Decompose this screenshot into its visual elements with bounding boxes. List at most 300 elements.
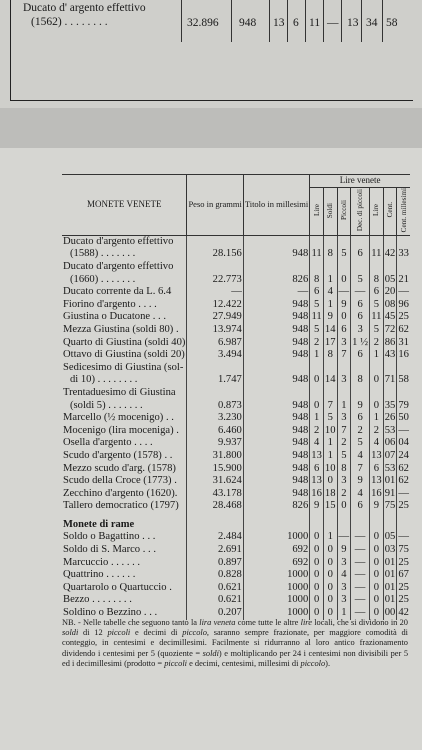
coin-name: di 10) . . . . . . . .	[70, 374, 138, 386]
header-lire-venete: Lire venete	[310, 175, 410, 188]
cell-titolo: 948	[243, 374, 309, 387]
cell-soldi: 1	[323, 450, 337, 463]
cell-piccoli: 6	[337, 324, 351, 337]
table-row	[62, 569, 410, 582]
cell-lire: 9	[310, 500, 324, 513]
coin-name: Sedicesimo di Giustina (sol-	[63, 361, 184, 373]
cell-soldi: 8	[323, 349, 337, 362]
table-row	[62, 582, 410, 595]
cell-lire: 0	[310, 531, 324, 544]
cell-titolo: 826	[243, 274, 309, 287]
cell-lire2: 0	[370, 531, 384, 544]
cell-soldi: 10	[324, 462, 336, 474]
cell-mill: 25	[398, 581, 409, 593]
cell-lire2: 6	[370, 463, 384, 476]
cell-cent: 42	[384, 248, 396, 260]
cell-soldi: 0	[323, 582, 337, 595]
cell-lire2: 4	[370, 437, 384, 450]
cell-mill: 33	[398, 248, 409, 260]
header-coins: MONETE VENETE	[62, 175, 187, 236]
top-val-piccoli: 11	[309, 17, 321, 29]
cell-dec: 1 ½	[352, 336, 369, 348]
cell-dec: —	[351, 531, 370, 544]
cell-cent: 03	[384, 544, 396, 556]
cell-cent: 01	[384, 594, 396, 606]
table-row	[62, 274, 410, 287]
previous-table-fragment	[10, 0, 413, 101]
coin-name: Ducato d'argento effettivo	[63, 235, 174, 247]
header-weight: Peso in grammi	[187, 175, 243, 236]
cell-cent: 01	[384, 556, 396, 568]
coin-name: Fiorino d'argento . . . .	[63, 298, 157, 310]
cell-peso: 0.828	[187, 569, 243, 582]
coin-name: (1588) . . . . . . .	[70, 248, 136, 260]
cell-soldi: 4	[323, 286, 337, 299]
top-val-titolo: 948	[239, 17, 257, 29]
cell-peso: 31.624	[187, 475, 243, 488]
cell-dec: —	[351, 594, 370, 607]
coin-name: Ottavo di Giustina (soldi 20)	[63, 349, 185, 361]
cell-peso: 1.747	[187, 374, 243, 387]
cell-cent: 00	[384, 607, 396, 619]
cell-lire: 0	[310, 582, 324, 595]
section-copper-title: Monete di rame	[63, 518, 135, 530]
cell-peso: 9.937	[187, 437, 243, 450]
cell-lire: 11	[311, 248, 322, 260]
table-row	[62, 349, 410, 362]
cell-soldi: 14	[324, 374, 336, 386]
table-row	[62, 235, 410, 248]
cell-lire: 2	[310, 425, 324, 438]
cell-piccoli: 8	[337, 463, 351, 476]
cell-lire2: 0	[370, 569, 384, 582]
cell-peso: 2.691	[187, 544, 243, 557]
cell-mill: 16	[398, 349, 409, 361]
cell-cent: 08	[384, 298, 396, 310]
coin-table	[62, 174, 410, 620]
table-row	[62, 425, 410, 438]
table-row	[62, 374, 410, 387]
cell-cent: 86	[384, 336, 396, 348]
cell-lire: 4	[310, 437, 324, 450]
cell-peso: —	[187, 286, 243, 299]
cell-lire: 2	[310, 337, 324, 350]
table-row	[62, 594, 410, 607]
cell-soldi: 0	[323, 544, 337, 557]
coin-name: Soldino o Bezzino . . .	[63, 607, 158, 619]
cell-peso: 0.621	[187, 594, 243, 607]
cell-cent: 05	[384, 531, 396, 543]
cell-mill: 67	[398, 569, 409, 581]
cell-lire2: 8	[370, 274, 384, 287]
cell-lire: 13	[311, 475, 322, 487]
cell-soldi: 7	[323, 400, 337, 413]
cell-titolo: 692	[243, 557, 309, 570]
cell-peso: 12.422	[187, 299, 243, 312]
cell-cent: 26	[384, 412, 396, 424]
cell-lire: 1	[310, 412, 324, 425]
cell-piccoli: 2	[337, 488, 351, 501]
cell-lire: 16	[311, 487, 322, 499]
cell-lire: 5	[310, 324, 324, 337]
cell-lire: 0	[310, 400, 324, 413]
subheader-piccoli: Piccoli	[339, 200, 348, 221]
table-row	[62, 387, 410, 400]
cell-soldi: 0	[323, 475, 337, 488]
cell-lire2: 5	[370, 324, 384, 337]
cell-soldi: 9	[323, 311, 337, 324]
cell-cent: 53	[384, 462, 396, 474]
cell-peso: 0.897	[187, 557, 243, 570]
table-row	[62, 299, 410, 312]
cell-soldi: 1	[323, 299, 337, 312]
cell-piccoli: 3	[337, 594, 351, 607]
cell-cent: 01	[384, 569, 396, 581]
coin-name: Trentaduesimo di Giustina	[63, 386, 176, 398]
cell-lire2: 0	[370, 594, 384, 607]
cell-lire2: 13	[371, 475, 382, 487]
cell-dec: —	[351, 607, 370, 620]
cell-lire: 0	[310, 607, 324, 620]
coin-name: Tallero democratico (1797)	[63, 500, 179, 512]
cell-piccoli: 9	[337, 544, 351, 557]
cell-soldi: 1	[323, 437, 337, 450]
cell-cent: 35	[384, 399, 396, 411]
table-row	[62, 412, 410, 425]
cell-mill: 25	[398, 594, 409, 606]
cell-piccoli: 0	[337, 500, 351, 513]
cell-lire: 8	[310, 274, 324, 287]
cell-dec: —	[351, 569, 370, 582]
top-row-label-1: Ducato d' argento effettivo	[23, 2, 146, 14]
cell-mill: 24	[398, 449, 409, 461]
table-row	[62, 557, 410, 570]
page-gap	[0, 108, 422, 148]
table-row	[62, 531, 410, 544]
cell-lire2: 13	[371, 449, 382, 461]
cell-cent: 01	[384, 475, 396, 487]
coin-name: Mezzo scudo d'arg. (1578)	[63, 462, 176, 474]
cell-mill: 62	[398, 475, 409, 487]
cell-peso: 15.900	[187, 463, 243, 476]
cell-mill: 25	[398, 311, 409, 323]
cell-titolo: 1000	[243, 594, 309, 607]
cell-lire: 5	[310, 299, 324, 312]
table-row	[62, 311, 410, 324]
cell-lire: 0	[310, 374, 324, 387]
cell-dec: 9	[351, 400, 370, 413]
cell-piccoli: 5	[337, 248, 351, 261]
copper-coin-rows	[62, 531, 410, 619]
top-val-dec: —	[327, 17, 339, 29]
coin-name: Soldo di S. Marco . . .	[63, 544, 156, 556]
coin-name: Scudo d'argento (1578) . .	[63, 449, 173, 461]
cell-piccoli: —	[338, 531, 350, 543]
coin-name: Osella d'argento . . . .	[63, 437, 153, 449]
table-row	[62, 337, 410, 350]
subheader-dec-piccoli: Dec. di piccoli	[356, 189, 365, 232]
cell-lire: 6	[310, 463, 324, 476]
coin-name: Quattrino . . . . . .	[63, 569, 136, 581]
cell-mill: 62	[398, 323, 409, 335]
cell-lire2: 0	[370, 557, 384, 570]
cell-peso: 31.800	[187, 450, 243, 463]
cell-mill: 25	[398, 500, 409, 512]
table-row	[62, 500, 410, 513]
cell-dec: 6	[351, 412, 370, 425]
cell-soldi: 1	[323, 531, 337, 544]
top-val-mill: 58	[386, 17, 398, 29]
cell-titolo: 948	[243, 337, 309, 350]
table-row	[62, 488, 410, 501]
cell-cent: 07	[384, 449, 396, 461]
cell-titolo: 1000	[243, 531, 309, 544]
top-val-soldi: 6	[293, 17, 299, 29]
cell-piccoli: 9	[337, 299, 351, 312]
cell-piccoli: 1	[337, 607, 351, 620]
cell-dec: 6	[351, 299, 370, 312]
cell-lire: 0	[310, 557, 324, 570]
cell-soldi: 0	[323, 569, 337, 582]
cell-peso: 28.156	[187, 248, 243, 261]
table-row	[62, 437, 410, 450]
cell-soldi: 15	[324, 500, 336, 512]
cell-lire2: 0	[370, 607, 384, 620]
cell-peso: 0.621	[187, 582, 243, 595]
cell-cent: 91	[384, 487, 396, 499]
cell-peso: 13.974	[187, 324, 243, 337]
cell-dec: 8	[351, 374, 370, 387]
cell-lire2: 2	[370, 337, 384, 350]
cell-titolo: 948	[243, 400, 309, 413]
cell-titolo: —	[243, 286, 309, 299]
cell-mill: —	[398, 424, 409, 436]
cell-cent: 43	[384, 349, 396, 361]
cell-peso: 27.949	[187, 311, 243, 324]
cell-piccoli: 3	[337, 412, 351, 425]
cell-dec: 6	[351, 248, 370, 261]
coin-name: Giustina o Ducatone . . .	[63, 311, 166, 323]
cell-titolo: 948	[243, 437, 309, 450]
cell-lire: 0	[310, 544, 324, 557]
cell-titolo: 948	[243, 311, 309, 324]
top-row-label-2: (1562) . . . . . . . .	[31, 16, 108, 28]
cell-mill: 50	[398, 412, 409, 424]
cell-soldi: 10	[324, 424, 336, 436]
footnote: NB. - Nelle tabelle che seguono tanto la lira veneta come tutte le altre lire locali, che si dividono in 20 soldi di 12 piccoli e decimi di piccolo, saranno sempre frazionate, per maggiore comodità di conteggio, in centesimi e decimillesimi. Facilmente si ridurranno al loro antico frazionamento dividendo i centesimi per 5 (quoziente = soldi) e moltiplicando per 24 i centesimi non divisibili per 5 ed i decimillesimi (prodotto = piccoli e decimi, centesimi, millesimi di piccolo).	[62, 618, 409, 668]
cell-peso: 28.468	[187, 500, 243, 513]
cell-soldi: 5	[323, 412, 337, 425]
cell-lire: 0	[310, 569, 324, 582]
cell-lire2: 1	[370, 412, 384, 425]
cell-titolo: 948	[243, 412, 309, 425]
cell-piccoli: 3	[337, 582, 351, 595]
cell-dec: —	[351, 544, 370, 557]
cell-piccoli: 3	[337, 557, 351, 570]
cell-mill: 21	[398, 273, 409, 285]
cell-lire2: 1	[370, 349, 384, 362]
table-row	[62, 248, 410, 261]
cell-mill: 31	[398, 336, 409, 348]
cell-soldi: 0	[323, 557, 337, 570]
cell-cent: 53	[384, 424, 396, 436]
cell-titolo: 1000	[243, 582, 309, 595]
coin-name: Quarto di Giustina (soldi 40)	[63, 336, 186, 348]
cell-soldi: 17	[324, 336, 336, 348]
cell-dec: 4	[351, 488, 370, 501]
cell-soldi: 0	[323, 607, 337, 620]
cell-lire2: 2	[370, 425, 384, 438]
cell-cent: 75	[384, 500, 396, 512]
cell-mill: 62	[398, 462, 409, 474]
cell-piccoli: 7	[337, 425, 351, 438]
table-row	[62, 261, 410, 274]
cell-peso: 22.773	[187, 274, 243, 287]
table-row	[62, 324, 410, 337]
cell-soldi: 14	[324, 323, 336, 335]
cell-piccoli: —	[338, 286, 350, 298]
cell-piccoli: 5	[337, 450, 351, 463]
cell-dec: 9	[351, 475, 370, 488]
coin-name: Bezzo . . . . . . . .	[63, 594, 132, 606]
subheader-soldi: Soldi	[326, 202, 335, 218]
cell-mill: 42	[398, 607, 409, 619]
subheader-cent-mill: Cent. millesimi	[399, 188, 408, 233]
cell-cent: 71	[384, 374, 396, 386]
cell-lire2: 0	[370, 400, 384, 413]
cell-cent: 72	[384, 323, 396, 335]
table-row	[62, 544, 410, 557]
cell-titolo: 948	[243, 248, 309, 261]
cell-cent: 06	[384, 437, 396, 449]
cell-soldi: 0	[323, 594, 337, 607]
cell-dec: 6	[351, 311, 370, 324]
cell-mill: 79	[398, 399, 409, 411]
cell-mill: 75	[398, 544, 409, 556]
cell-peso: 6.460	[187, 425, 243, 438]
top-val-lire2: 13	[347, 17, 359, 29]
cell-cent: 20	[384, 286, 396, 298]
cell-mill: 04	[398, 437, 409, 449]
coin-name: Mezza Giustina (soldi 80) .	[63, 323, 179, 335]
coin-name: Ducato d'argento effettivo	[63, 261, 174, 273]
cell-titolo: 948	[243, 450, 309, 463]
cell-lire2: 9	[370, 500, 384, 513]
cell-lire: 13	[311, 449, 322, 461]
cell-dec: 5	[351, 274, 370, 287]
cell-lire2: 0	[370, 544, 384, 557]
table-row	[62, 286, 410, 299]
cell-dec: 3	[351, 324, 370, 337]
cell-cent: 01	[384, 581, 396, 593]
coin-name: (1660) . . . . . . .	[70, 273, 136, 285]
cell-lire2: 6	[370, 286, 384, 299]
cell-piccoli: 7	[337, 349, 351, 362]
coin-name: Soldo o Bagattino . . .	[63, 531, 156, 543]
cell-piccoli: 3	[337, 337, 351, 350]
cell-mill: —	[398, 531, 409, 543]
cell-titolo: 948	[243, 425, 309, 438]
cell-dec: 5	[351, 437, 370, 450]
cell-titolo: 948	[243, 299, 309, 312]
cell-dec: —	[351, 286, 370, 299]
coin-name: Marcuccio . . . . . .	[63, 556, 141, 568]
cell-lire2: 5	[370, 299, 384, 312]
cell-piccoli: 0	[337, 311, 351, 324]
cell-cent: 45	[384, 311, 396, 323]
cell-peso: 43.178	[187, 488, 243, 501]
subheader-cent: Cent.	[386, 202, 394, 218]
cell-dec: —	[351, 557, 370, 570]
cell-dec: 4	[351, 450, 370, 463]
coin-name: Ducato corrente da L. 6.4	[63, 286, 172, 298]
coin-name: Mocenigo (lira moceniga) .	[63, 424, 179, 436]
cell-titolo: 1000	[243, 607, 309, 620]
cell-dec: —	[351, 582, 370, 595]
cell-mill: 25	[398, 556, 409, 568]
cell-lire2: 0	[370, 582, 384, 595]
cell-titolo: 948	[243, 475, 309, 488]
table-row	[62, 400, 410, 413]
cell-mill: 58	[398, 374, 409, 386]
top-val-cent: 34	[366, 17, 378, 29]
cell-lire: 6	[310, 286, 324, 299]
coin-name: Scudo della Croce (1773) .	[63, 475, 177, 487]
cell-lire: 1	[310, 349, 324, 362]
table-row	[62, 362, 410, 375]
cell-lire: 11	[311, 311, 322, 323]
previous-page-fragment	[0, 0, 422, 108]
subheader-lire: Lire	[312, 204, 321, 217]
table-row	[62, 463, 410, 476]
section-copper	[62, 513, 410, 532]
cell-titolo: 692	[243, 544, 309, 557]
cell-piccoli: 0	[337, 274, 351, 287]
cell-dec: 7	[351, 463, 370, 476]
cell-mill: —	[398, 487, 409, 499]
cell-mill: —	[398, 286, 409, 298]
cell-titolo: 948	[243, 349, 309, 362]
cell-peso: 3.494	[187, 349, 243, 362]
cell-titolo: 1000	[243, 569, 309, 582]
cell-peso: 3.230	[187, 412, 243, 425]
cell-piccoli: 3	[337, 475, 351, 488]
cell-titolo: 948	[243, 324, 309, 337]
coin-name: Zecchino d'argento (1620).	[63, 487, 178, 499]
cell-lire: 0	[310, 594, 324, 607]
cell-peso: 0.207	[187, 607, 243, 620]
cell-titolo: 948	[243, 488, 309, 501]
cell-lire2: 16	[371, 487, 382, 499]
table-row	[62, 475, 410, 488]
subheader-lire-2: Lire	[372, 204, 381, 217]
cell-cent: 05	[384, 273, 396, 285]
cell-dec: 6	[351, 349, 370, 362]
cell-peso: 2.484	[187, 531, 243, 544]
table-row	[62, 450, 410, 463]
header-title: Titolo in millesimi	[243, 175, 309, 236]
cell-piccoli: 3	[337, 374, 351, 387]
silver-coin-rows	[62, 235, 410, 513]
cell-soldi: 1	[323, 274, 337, 287]
cell-dec: 2	[351, 425, 370, 438]
coin-name: Quartarolo o Quartuccio .	[63, 581, 172, 593]
cell-piccoli: 1	[337, 400, 351, 413]
coin-name: (soldi 5) . . . . . . .	[70, 399, 143, 411]
cell-lire2: 0	[370, 374, 384, 387]
top-val-lire: 13	[273, 17, 285, 29]
cell-lire2: 11	[371, 311, 382, 323]
